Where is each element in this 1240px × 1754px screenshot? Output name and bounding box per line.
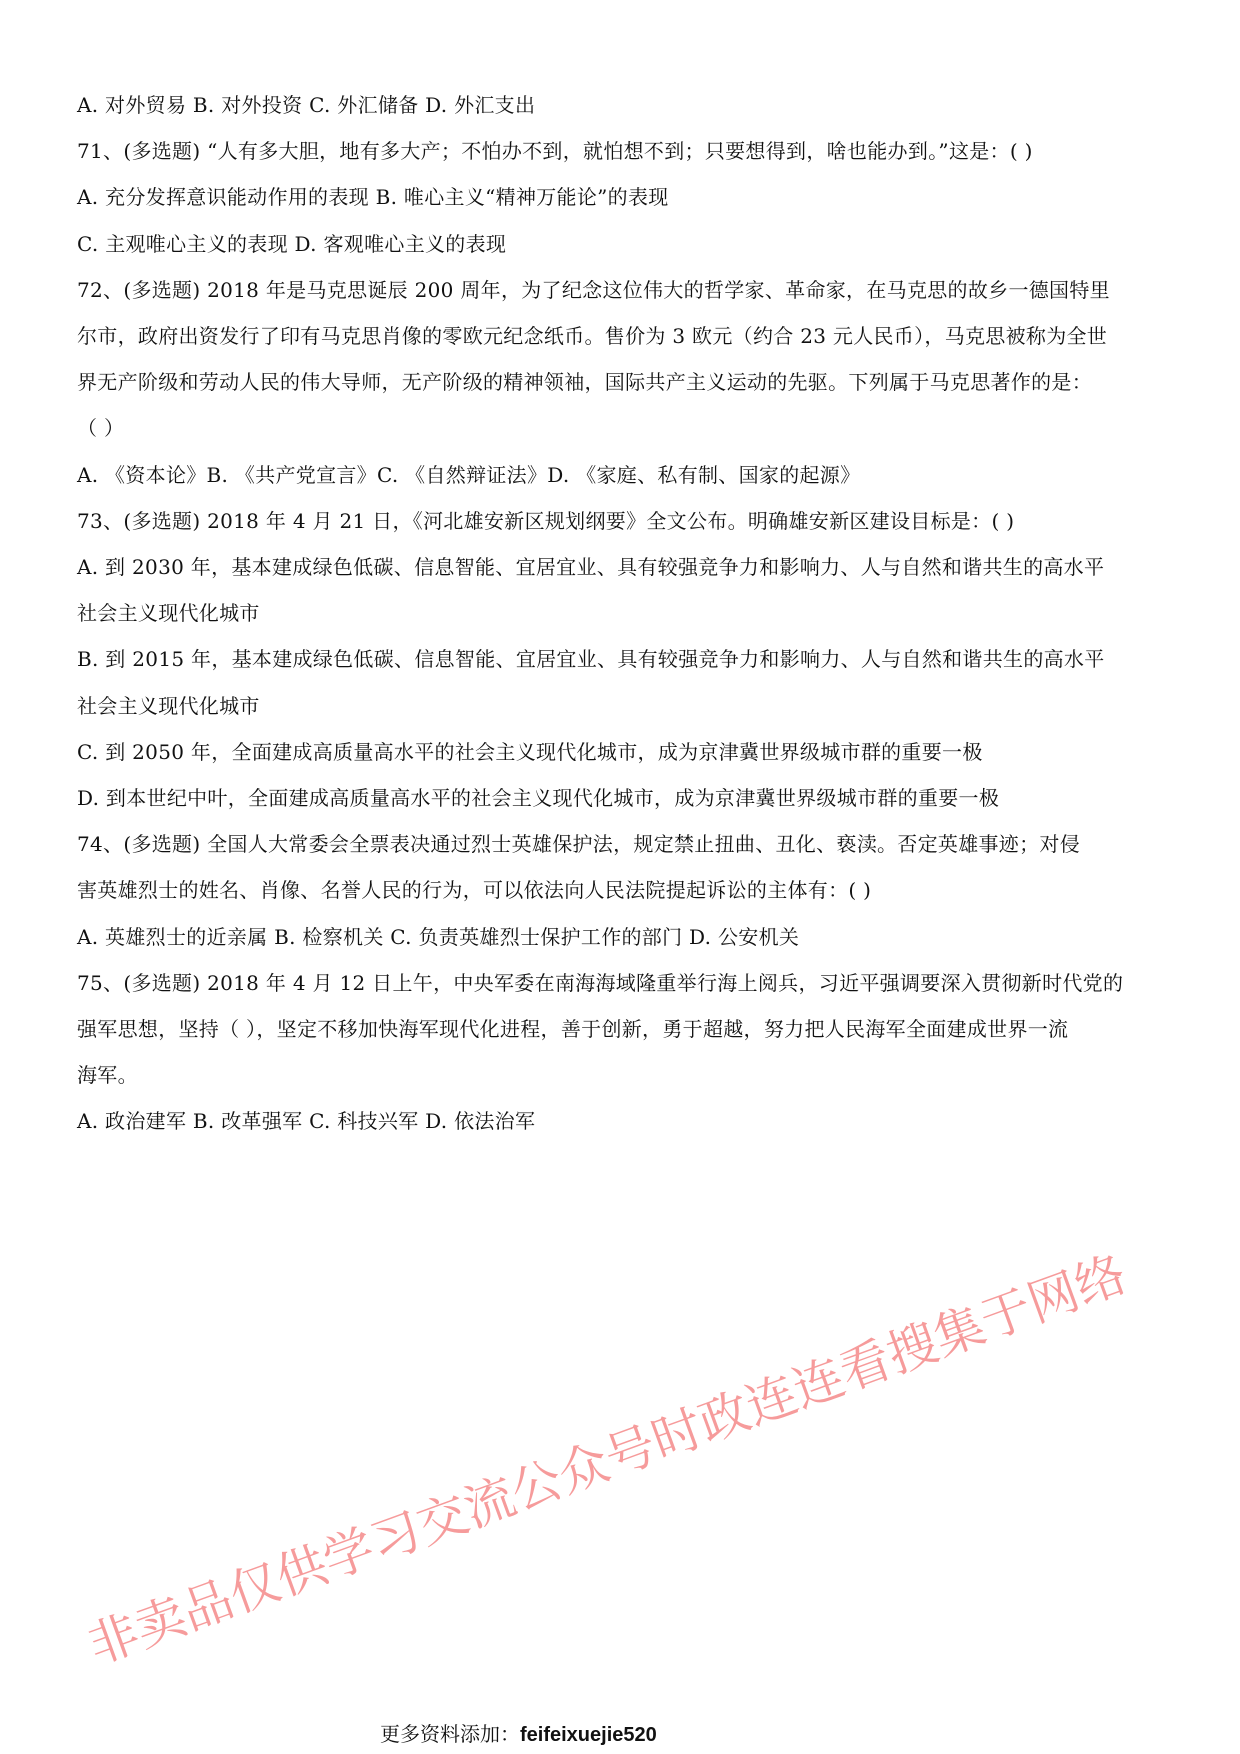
text-line: 73、(多选题) 2018 年 4 月 21 日，《河北雄安新区规划纲要》全文公布。明确雄安新区建设目标是：( ) (77, 508, 1015, 533)
text-line: A. 到 2030 年，基本建成绿色低碳、信息智能、宜居宜业、具有较强竞争力和影响力、人与自然和谐共生的高水平 (77, 555, 1105, 579)
text-line: 75、(多选题) 2018 年 4 月 12 日上午，中央军委在南海海域隆重举行海上阅兵，习近平强调要深入贯彻新时代党的 (77, 970, 1124, 995)
text-line: A. 《资本论》B. 《共产党宣言》C. 《自然辩证法》D. 《家庭、私有制、国家的起源》 (77, 462, 861, 487)
watermark: 非卖品仅供学习交流公众号时政连连看搜集于网络 (80, 1244, 1134, 1676)
text-line: 强军思想，坚持（ ），坚定不移加快海军现代化进程，善于创新，勇于超越，努力把人民海军全面建成世界一流 (77, 1017, 1069, 1041)
text-line: 社会主义现代化城市 (77, 601, 260, 626)
text-line: B. 到 2015 年，基本建成绿色低碳、信息智能、宜居宜业、具有较强竞争力和影响力、人与自然和谐共生的高水平 (77, 647, 1105, 672)
footer-note (380, 1722, 657, 1747)
text-line: A. 政治建军 B. 改革强军 C. 科技兴军 D. 依法治军 (77, 1109, 536, 1134)
text-line: （ ） (77, 416, 125, 441)
text-line: 74、(多选题) 全国人大常委会全票表决通过烈士英雄保护法，规定禁止扭曲、丑化、亵渎。否定英雄事迹；对侵 (77, 832, 1081, 857)
text-line: 界无产阶级和劳动人民的伟大导师，无产阶级的精神领袖，国际共产主义运动的先驱。下列属于马克思著作的是： (77, 370, 1092, 395)
text-line: 71、(多选题) “人有多大胆，地有多大产；不怕办不到，就怕想不到；只要想得到，啥也能办到。”这是：( ) (77, 139, 1033, 164)
text-line: C. 主观唯心主义的表现 D. 客观唯心主义的表现 (77, 231, 507, 256)
text-line: 72、(多选题) 2018 年是马克思诞辰 200 周年，为了纪念这位伟大的哲学家、革命家，在马克思的故乡一德国特里 (77, 277, 1110, 302)
text-line: A. 对外贸易 B. 对外投资 C. 外汇储备 D. 外汇支出 (77, 93, 536, 117)
text-line: A. 充分发挥意识能动作用的表现 B. 唯心主义“精神万能论”的表现 (77, 185, 669, 210)
text-line: C. 到 2050 年，全面建成高质量高水平的社会主义现代化城市，成为京津冀世界级城市群的重要一极 (77, 739, 983, 764)
text-line: 害英雄烈士的姓名、肖像、名誉人民的行为，可以依法向人民法院提起诉讼的主体有：( ) (77, 878, 872, 903)
text-line: 社会主义现代化城市 (77, 693, 260, 718)
text-line: 海军。 (77, 1063, 138, 1088)
text-line: A. 英雄烈士的近亲属 B. 检察机关 C. 负责英雄烈士保护工作的部门 D. 公安机关 (77, 924, 800, 949)
footer-label: 更多资料添加： (380, 1722, 520, 1746)
text-line: D. 到本世纪中叶，全面建成高质量高水平的社会主义现代化城市，成为京津冀世界级城市群的重要一极 (77, 786, 1000, 810)
footer-contact-id: feifeixuejie520 (520, 1724, 657, 1746)
text-line: 尔市，政府出资发行了印有马克思肖像的零欧元纪念纸币。售价为 3 欧元（约合 23 元人民币），马克思被称为全世 (77, 324, 1108, 348)
